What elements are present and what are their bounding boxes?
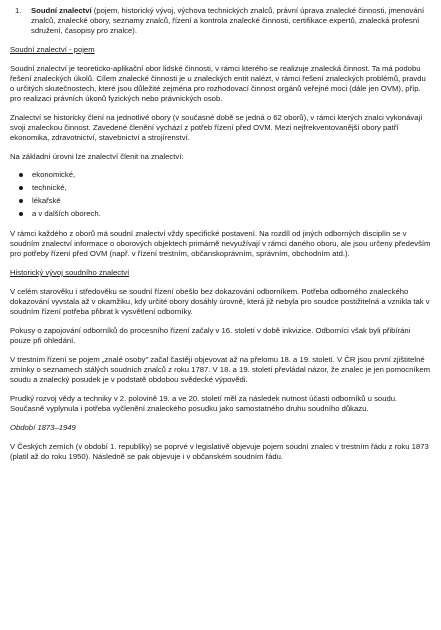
paragraph-1: Soudní znalectví je teoreticko-aplikační obor lidské činnosti, v rámci kterého se realizuje znalecká činnost. Ta má podobu řešení znaleckých úkolů. Cílem znalecké činnosti je u znaleckých entit nalézt, v rámci řešení znaleckých problémů, pravdu o určitých skutečnostech, které jsou důležité zejména pro rozhodovací činnost orgánů veřejné moci (dále jen OVM), příp. pro realizaci právních úkonů fyzických nebo právnických osob. [10, 64, 426, 103]
list-item: a v dalších oborech. [32, 209, 431, 219]
paragraph-9: V Českých zemích (v období 1. republiky) se poprvé v legislativě objevuje pojem soudní znalec v trestním řádu z roku 1873 (platil až do roku 1950). Následně se pak objevuje i v občanském soudním řádu. [10, 442, 429, 461]
list-item: technické, [32, 183, 431, 193]
item-term: Soudní znalectví [31, 6, 92, 15]
paragraph-3: Na základní úrovni lze znalectví členit na znalectví: [10, 152, 184, 161]
list-item: lékařské [32, 196, 431, 206]
paragraph-6: Pokusy o zapojování odborníků do procesního řízení začaly v 16. století v době inkvizice. Odborníci však byli přibíráni pouze při ohledání. [10, 326, 411, 345]
paragraph-2: Znalectví se historicky člení na jednotlivé obory (v současné době se jedná o 62 oborů), v rámci kterých znalci vykonávají svoji znaleckou činnost. Zavedené členění vychází z potřeb řízení před OVM. Mezi nejfrekventovanější obory patří ekonomika, zdravotnictví, stavebnictví a strojírenství. [10, 113, 423, 142]
paragraph-4: V rámci každého z oborů má soudní znalectví vždy specifické postavení. Na rozdíl od jiných odborných disciplín se v soudním znalectví informace o oborových objektech primárně nevyužívají v rámci daného oboru, ale jsou určeny především pro potřeby řízení před OVM (např. v řízení trestním, občanskoprávním, správním, obchodním atd.). [10, 229, 431, 258]
paragraph-7: V trestním řízení se pojem „znalé osoby" začal častěji objevovat až na přelomu 18. a 19. století. V ČR jsou první zjištitelné zmínky o seznamech stálých soudních znalců z roku 1787. V 18. a 19. století převládal názor, že znalec je jen pomocníkem soudu a znalecký posudek je v podstatě obdobou svědecké výpovědi. [10, 355, 431, 384]
numbered-item-1 [10, 6, 431, 36]
item-number: 1. [15, 6, 22, 15]
list-item: ekonomické, [32, 170, 431, 180]
item-1-body [31, 6, 431, 36]
bullet-list [10, 170, 431, 219]
section-heading-pojem: Soudní znalectví - pojem [10, 45, 95, 54]
paragraph-5: V celém starověku i středověku se soudní řízení obešlo bez dokazování odborníkem. Potřeba odborného znaleckého dokazování vyvstala až v okamžiku, kdy určité obory dosáhly úrovně, která již nebyla pro soudce postižitelná a vznikla tak v soudním řízení potřeba přibrat k vysvětlení odborníky. [10, 287, 430, 316]
item-text: (pojem, historický vývoj, výchova technických znalců, právní úprava znalecké činnosti, jmenování znalců, znalecké obory, seznamy znalců, řízení a kontrola znalecké činnosti, certifikace expertů, znalecká profesní sdružení, časopisy pro znalce). [31, 6, 425, 35]
section-heading-period: Období 1873–1949 [10, 423, 76, 432]
section-heading-history: Historický vývoj soudního znalectví [10, 268, 130, 277]
paragraph-8: Prudký rozvoj vědy a techniky v 2. polovině 19. a ve 20. století měl za následek nutnost účasti odborníků u soudu. Současně vyplynula i potřeba vyčlenění znaleckého posudku jako samostatného druhu soudního důkazu. [10, 394, 398, 413]
